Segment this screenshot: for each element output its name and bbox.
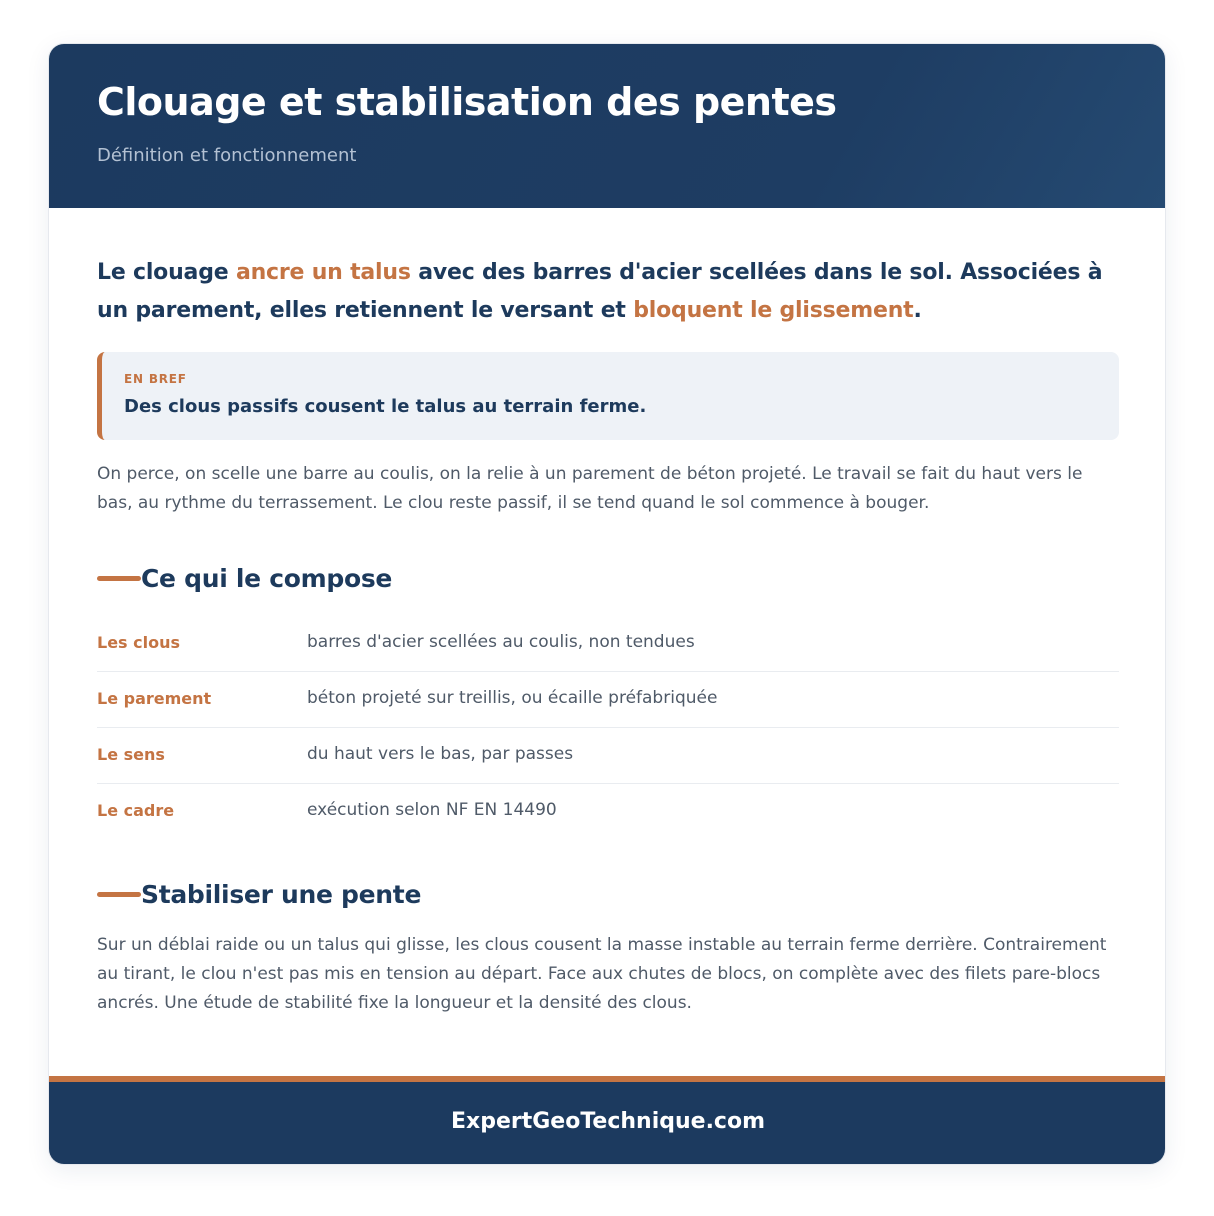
stabilize-paragraph: Sur un déblai raide ou un talus qui glisse, les clous cousent la masse instable au terrain ferme derrière. Contrairement au tirant, le clou n'est pas mis en tension au départ. Face aux chutes de blocs, on complète avec des filets pare-blocs ancrés. Une étude de stabilité fixe la longueur et la densité des clous. xyxy=(97,935,1107,1013)
composition-value: du haut vers le bas, par passes xyxy=(307,744,574,764)
footer-brand: ExpertGeoTechnique.com xyxy=(450,1109,766,1134)
section-heading-composition xyxy=(97,560,392,596)
page-header xyxy=(49,44,1166,208)
callout-label: EN BREF xyxy=(124,372,187,386)
lead-text-2: avec des barres d'acier scellées dans le sol. Associées à un parement, elles retiennent le versant et xyxy=(97,260,1103,323)
composition-label: Le cadre xyxy=(97,801,175,820)
lead-text-1: Le clouage xyxy=(97,260,236,285)
callout-text: Des clous passifs cousent le talus au terrain ferme. xyxy=(124,396,647,417)
article-card xyxy=(48,43,1166,1165)
lead-paragraph xyxy=(97,254,1121,330)
composition-value: barres d'acier scellées au coulis, non tendues xyxy=(307,632,695,652)
intro-paragraph: On perce, on scelle une barre au coulis, on la relie à un parement de béton projeté. Le travail se fait du haut vers le bas, au rythme du terrassement. Le clou reste passif, il se tend quand le sol commence à bouger. xyxy=(97,464,1083,513)
section-title: Stabiliser une pente xyxy=(141,879,422,909)
section-heading-stabilize xyxy=(97,876,421,912)
composition-value: béton projeté sur treillis, ou écaille préfabriquée xyxy=(307,688,718,708)
lead-text-3: . xyxy=(913,298,922,323)
composition-list xyxy=(97,616,1119,839)
composition-row xyxy=(97,672,1119,728)
composition-label: Le sens xyxy=(97,745,165,764)
composition-row xyxy=(97,784,1119,839)
composition-row xyxy=(97,728,1119,784)
section-accent-bar xyxy=(97,892,141,897)
composition-value: exécution selon NF EN 14490 xyxy=(307,800,557,820)
section-accent-bar xyxy=(97,576,141,581)
section-title: Ce qui le compose xyxy=(141,563,393,593)
composition-label: Les clous xyxy=(97,633,181,652)
page-footer xyxy=(49,1076,1166,1165)
composition-label: Le parement xyxy=(97,689,212,708)
lead-highlight-1: ancre un talus xyxy=(235,260,411,285)
composition-row xyxy=(97,616,1119,672)
lead-highlight-2: bloquent le glissement xyxy=(633,298,914,323)
page-title: Clouage et stabilisation des pentes xyxy=(97,80,837,124)
page-subtitle: Définition et fonctionnement xyxy=(97,145,357,166)
summary-callout xyxy=(97,352,1119,440)
